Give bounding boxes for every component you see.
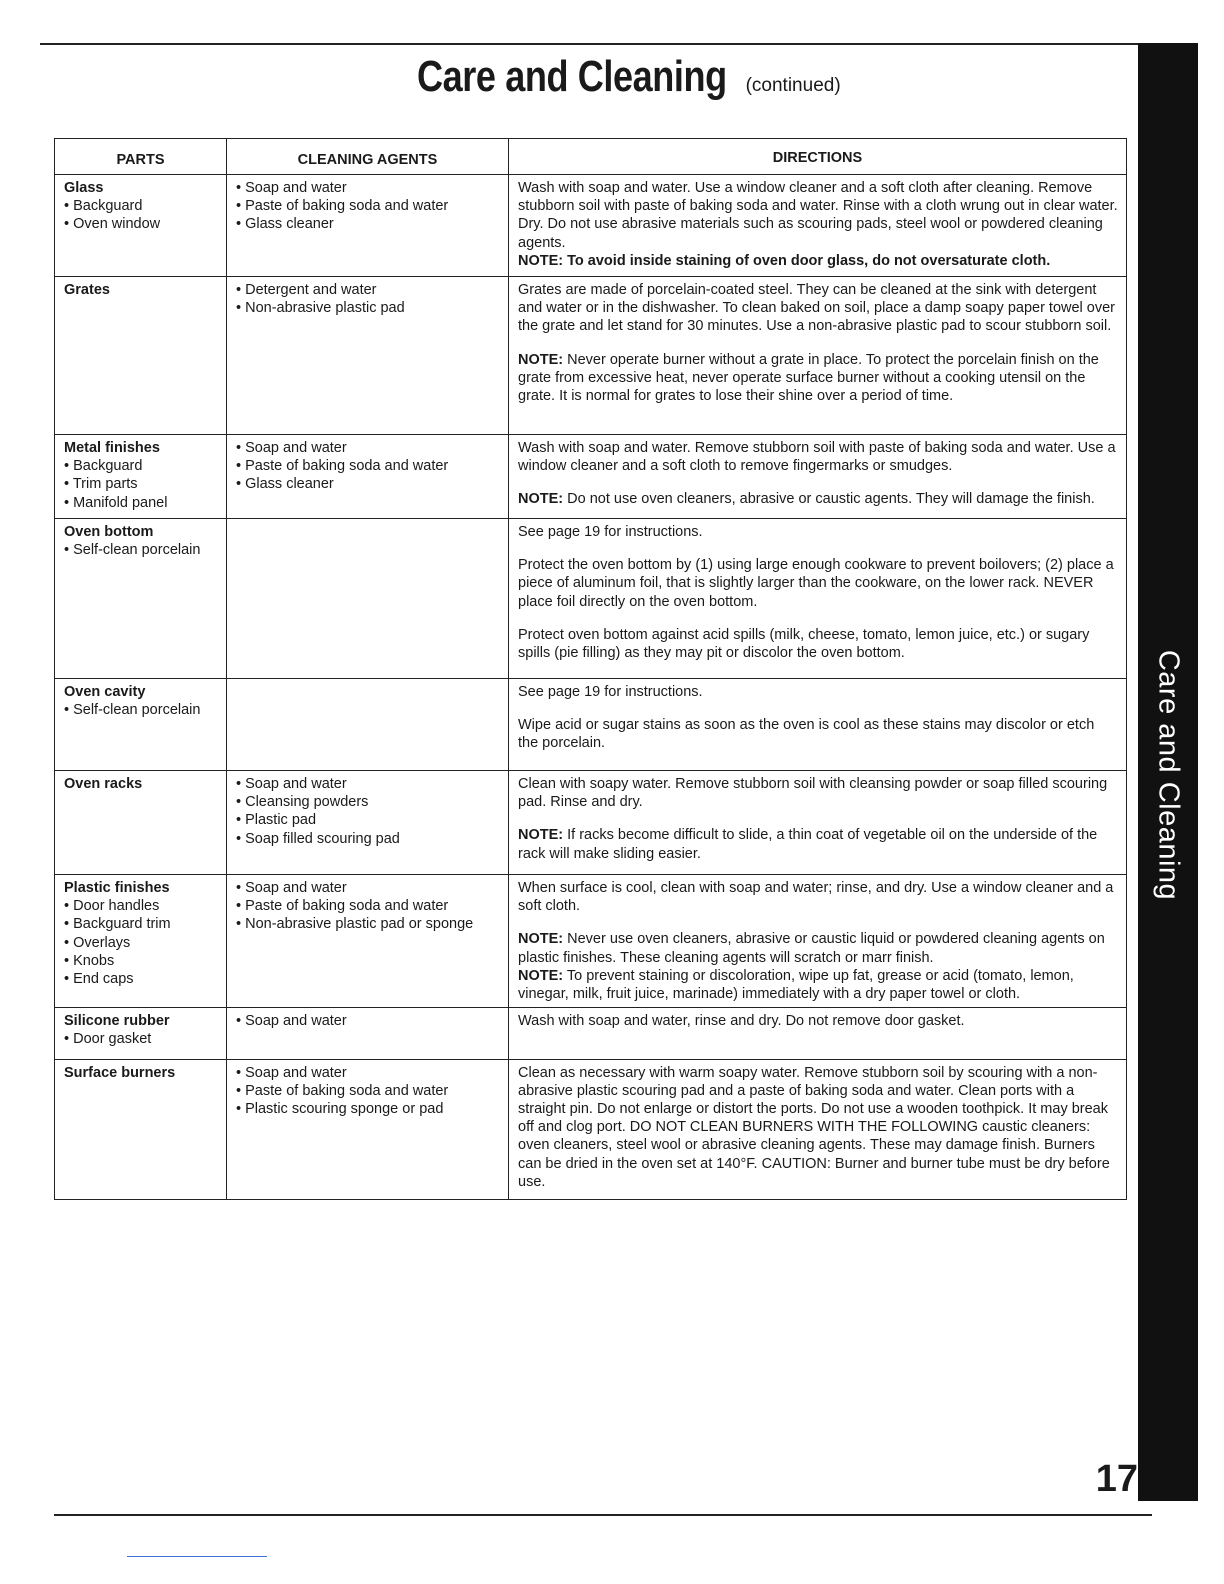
agent-item: • Soap and water (236, 440, 347, 457)
subpart-item: • Self-clean porcelain (64, 702, 201, 719)
agent-item: • Plastic scouring sponge or pad (236, 1101, 444, 1118)
page-title (0, 52, 1224, 102)
agents-cell (227, 875, 509, 1008)
subpart-item: • Backguard (64, 198, 143, 215)
part-name: Glass (64, 180, 104, 197)
top-rule (40, 43, 1138, 45)
direction-text: Grates are made of porcelain-coated steel. They can be cleaned at the sink with detergent and water or in the dishwasher. To clean baked on soil, place a damp soapy paper towel over the grate and let stand for 30 minutes. Use a non-abrasive plastic pad to scour stubborn soil. (518, 282, 1116, 335)
directions-cell (509, 771, 1127, 875)
directions-cell (509, 519, 1127, 679)
agent-item: • Paste of baking soda and water (236, 198, 449, 215)
subpart-item: • Manifold panel (64, 494, 168, 511)
agent-item: • Cleansing powders (236, 794, 369, 811)
subpart-item: • Overlays (64, 934, 131, 951)
direction-note (518, 967, 1118, 1003)
title-subtitle: (continued) (745, 75, 841, 96)
agent-item: • Non-abrasive plastic pad (236, 300, 405, 317)
agent-item: • Soap and water (236, 1012, 347, 1029)
agent-item: • Paste of baking soda and water (236, 898, 449, 915)
subpart-item: • Trim parts (64, 476, 138, 493)
agent-item: • Non-abrasive plastic pad or sponge (236, 916, 474, 933)
agent-item: • Soap and water (236, 180, 347, 197)
direction-text: See page 19 for instructions. (518, 524, 703, 541)
direction-text: Protect the oven bottom by (1) using large enough cookware to prevent boilovers; (2) place a piece of aluminum foil, that is slightly larger than the cookware, on the lower rack. NEVER place foil directly on the oven bottom. (518, 557, 1114, 610)
table-row (55, 875, 1127, 1008)
table-row (55, 435, 1127, 519)
subpart-item: • Backguard (64, 458, 143, 475)
direction-bold-note: NOTE: To avoid inside staining of oven door glass, do not oversaturate cloth. (518, 252, 1051, 269)
agent-item: • Detergent and water (236, 282, 377, 299)
subpart-item: • End caps (64, 970, 134, 987)
agent-item: • Soap and water (236, 776, 347, 793)
parts-cell (55, 679, 227, 771)
note-label: NOTE: (518, 491, 564, 508)
direction-text: Protect oven bottom against acid spills (milk, cheese, tomato, lemon juice, etc.) or sugary spills (pie filling) as they may pit or discolor the oven bottom. (518, 626, 1090, 661)
parts-cell (55, 435, 227, 519)
parts-cell (55, 875, 227, 1008)
note-label: NOTE: (518, 931, 564, 948)
agents-cell (227, 679, 509, 771)
header-parts: PARTS (55, 139, 227, 175)
title-main: Care and Cleaning (417, 52, 728, 101)
direction-text: Wash with soap and water. Use a window cleaner and a soft cloth after cleaning. Remove stubborn soil with paste of baking soda and water. Rinse with a cloth wrung out in clear water. Dry. Do not use abrasive materials such as scouring pads, steel wool or powdered cleaning agents. (518, 180, 1118, 251)
direction-note (518, 930, 1118, 966)
agents-cell (227, 175, 509, 277)
blue-underline-mark (127, 1556, 267, 1557)
subpart-item: • Oven window (64, 216, 161, 233)
part-name: Silicone rubber (64, 1012, 170, 1029)
table-row (55, 519, 1127, 679)
agent-item: • Soap and water (236, 880, 347, 897)
part-name: Oven bottom (64, 524, 154, 541)
part-name: Metal finishes (64, 440, 160, 457)
table-row (55, 277, 1127, 435)
direction-text: Wash with soap and water. Remove stubborn soil with paste of baking soda and water. Use a window cleaner and a soft cloth to remove fingermarks or smudges. (518, 440, 1116, 475)
agent-item: • Soap filled scouring pad (236, 830, 400, 847)
table-row (55, 175, 1127, 277)
parts-cell (55, 277, 227, 435)
direction-note (518, 351, 1118, 405)
note-text: Never use oven cleaners, abrasive or caustic liquid or powdered cleaning agents on plastic finishes. These cleaning agents will scratch or marr finish. (518, 931, 1105, 966)
direction-note (518, 490, 1118, 508)
header-cleaning-agents: CLEANING AGENTS (227, 139, 509, 175)
subpart-item: • Self-clean porcelain (64, 542, 201, 559)
agents-cell (227, 435, 509, 519)
direction-text: Wash with soap and water, rinse and dry. Do not remove door gasket. (518, 1012, 965, 1029)
agents-cell (227, 1059, 509, 1199)
note-text: Do not use oven cleaners, abrasive or caustic agents. They will damage the finish. (563, 491, 1095, 508)
direction-text: When surface is cool, clean with soap and water; rinse, and dry. Use a window cleaner and a soft cloth. (518, 880, 1114, 915)
directions-cell (509, 277, 1127, 435)
directions-cell (509, 435, 1127, 519)
table-row (55, 1007, 1127, 1059)
agents-cell (227, 519, 509, 679)
part-name: Surface burners (64, 1064, 176, 1081)
part-name: Plastic finishes (64, 880, 170, 897)
care-cleaning-table (54, 138, 1127, 1200)
agent-item: • Paste of baking soda and water (236, 458, 449, 475)
parts-cell (55, 519, 227, 679)
subpart-item: • Door handles (64, 898, 160, 915)
table-header-row (55, 139, 1127, 175)
part-name: Oven cavity (64, 684, 146, 701)
directions-cell (509, 679, 1127, 771)
directions-cell (509, 1007, 1127, 1059)
note-text: Never operate burner without a grate in place. To protect the porcelain finish on the grate from excessive heat, never operate surface burner without a cooking utensil on the grate. It is normal for grates to lose their shine over a period of time. (518, 351, 1099, 404)
direction-text: Clean as necessary with warm soapy water. Remove stubborn soil by scouring with a non-abrasive plastic scouring pad and a paste of baking soda and water. Clean ports with a straight pin. Do not enlarge or distort the ports. Do not use a wooden toothpick. It may break off and clog port. DO NOT CLEAN BURNERS WITH THE FOLLOWING caustic cleaners: oven cleaners, steel wool or abrasive cleaning agents. These may damage finish. Burners can be dried in the oven set at 140°F. CAUTION: Burner and burner tube must be dry before use. (518, 1064, 1110, 1190)
parts-cell (55, 1059, 227, 1199)
subpart-item: • Backguard trim (64, 916, 171, 933)
agent-item: • Paste of baking soda and water (236, 1083, 449, 1099)
agent-item: • Glass cleaner (236, 476, 334, 493)
table-row (55, 679, 1127, 771)
note-label: NOTE: (518, 827, 564, 844)
agent-item: • Plastic pad (236, 812, 317, 829)
subpart-item: • Door gasket (64, 1031, 152, 1047)
part-name: Grates (64, 282, 110, 299)
parts-cell (55, 1007, 227, 1059)
direction-text: See page 19 for instructions. (518, 684, 703, 701)
agents-cell (227, 1007, 509, 1059)
direction-text: Wipe acid or sugar stains as soon as the oven is cool as these stains may discolor or etch the porcelain. (518, 717, 1095, 752)
note-text: To prevent staining or discoloration, wipe up fat, grease or acid (tomato, lemon, vinegar, milk, fruit juice, marinade) immediately with a dry paper towel or cloth. (518, 967, 1074, 1002)
parts-cell (55, 175, 227, 277)
agents-cell (227, 771, 509, 875)
note-label: NOTE: (518, 967, 564, 984)
parts-cell (55, 771, 227, 875)
agent-item: • Glass cleaner (236, 216, 334, 233)
header-directions: DIRECTIONS (509, 139, 1127, 175)
note-text: If racks become difficult to slide, a thin coat of vegetable oil on the underside of the rack will make sliding easier. (518, 827, 1098, 862)
subpart-item: • Knobs (64, 952, 115, 969)
page-number: 17 (1095, 1458, 1138, 1500)
directions-cell (509, 875, 1127, 1008)
table-row (55, 771, 1127, 875)
table-row (55, 1059, 1127, 1199)
directions-cell (509, 1059, 1127, 1199)
part-name: Oven racks (64, 776, 143, 793)
note-label: NOTE: (518, 351, 564, 368)
direction-text: Clean with soapy water. Remove stubborn soil with cleansing powder or soap filled scouring pad. Rinse and dry. (518, 776, 1108, 811)
agent-item: • Soap and water (236, 1064, 347, 1081)
directions-cell (509, 175, 1127, 277)
direction-note (518, 826, 1118, 862)
bottom-rule (54, 1514, 1152, 1516)
agents-cell (227, 277, 509, 435)
section-side-tab-label: Care and Cleaning (1152, 649, 1185, 901)
